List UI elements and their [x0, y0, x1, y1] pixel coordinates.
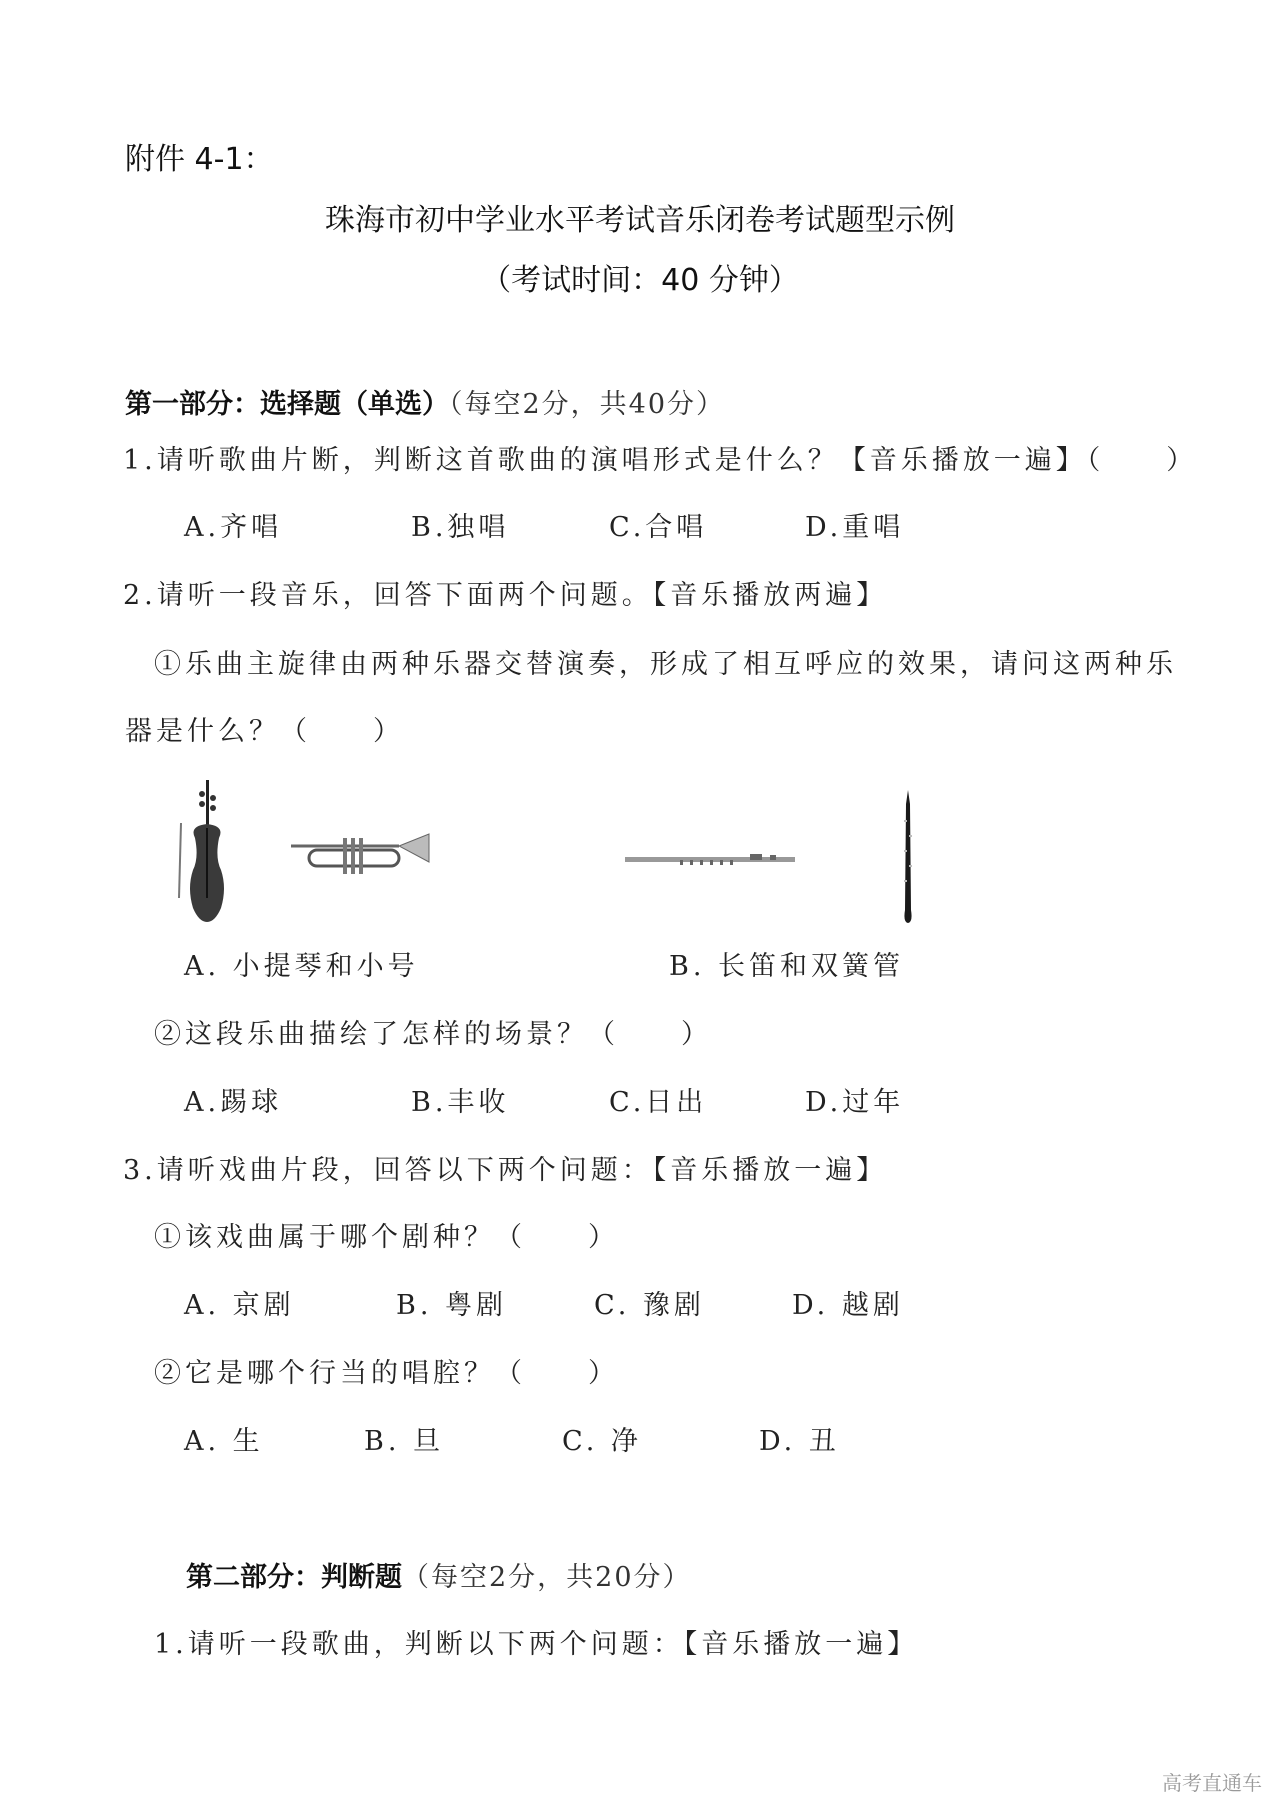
q3-sub1-option-c: C. 豫剧 [594, 1290, 705, 1321]
q3-sub2-option-c: C. 净 [562, 1426, 642, 1457]
oboe-image [899, 790, 917, 924]
attachment-label: 附件 4-1： [125, 142, 274, 177]
part2-title: 第二部分：判断题 [186, 1562, 402, 1593]
q3-sub2-option-b: B. 旦 [364, 1426, 445, 1457]
q2-sub1-line1: ①乐曲主旋律由两种乐器交替演奏，形成了相互呼应的效果，请问这两种乐 [154, 649, 1177, 680]
q2-sub2-option-a: A.踢球 [184, 1087, 283, 1118]
flute-image [625, 852, 797, 868]
q2-sub1-option-b: B. 长笛和双簧管 [669, 951, 905, 982]
q1-option-c: C.合唱 [609, 512, 708, 543]
question-1: 1.请听歌曲片断，判断这首歌曲的演唱形式是什么？【音乐播放一遍】（ ） [123, 445, 1198, 476]
q1-option-a: A.齐唱 [184, 512, 283, 543]
document-subtitle: （考试时间：40 分钟） [481, 263, 799, 298]
q3-sub1-option-a: A. 京剧 [184, 1290, 295, 1321]
q2-sub1-line2: 器是什么？（ ） [125, 716, 404, 747]
q2-sub2-option-b: B.丰收 [411, 1087, 510, 1118]
part1-heading [125, 391, 725, 418]
q3-sub1-option-b: B. 粤剧 [396, 1290, 508, 1321]
watermark: 高考直通车 [1162, 1771, 1262, 1795]
q2-sub2-option-c: C.日出 [609, 1087, 708, 1118]
q1-option-b: B.独唱 [411, 512, 510, 543]
document-title: 珠海市初中学业水平考试音乐闭卷考试题型示例 [325, 203, 955, 238]
violin-image [175, 778, 241, 923]
part1-score: （每空2分，共40分） [449, 389, 726, 420]
q2-sub1-option-a: A. 小提琴和小号 [184, 951, 419, 982]
q3-sub1-option-d: D. 越剧 [792, 1290, 904, 1321]
q3-sub2-option-d: D. 丑 [759, 1426, 840, 1457]
trumpet-image [289, 832, 434, 882]
question-2: 2.请听一段音乐，回答下面两个问题。【音乐播放两遍】 [123, 580, 888, 611]
q3-sub1: ①该戏曲属于哪个剧种？（ ） [154, 1222, 619, 1253]
q3-sub2-option-a: A. 生 [184, 1426, 264, 1457]
q2-sub2-option-d: D.过年 [805, 1087, 905, 1118]
part2-question-1: 1.请听一段歌曲，判断以下两个问题：【音乐播放一遍】 [154, 1629, 919, 1660]
q3-sub2: ②它是哪个行当的唱腔？（ ） [154, 1358, 619, 1389]
part2-score: （每空2分，共20分） [402, 1562, 692, 1593]
question-3: 3.请听戏曲片段，回答以下两个问题：【音乐播放一遍】 [123, 1155, 888, 1186]
q1-option-d: D.重唱 [805, 512, 905, 543]
part1-title: 第一部分：选择题（单选） [125, 389, 449, 420]
q2-sub2: ②这段乐曲描绘了怎样的场景？（ ） [154, 1019, 712, 1050]
part2-heading [186, 1564, 692, 1591]
